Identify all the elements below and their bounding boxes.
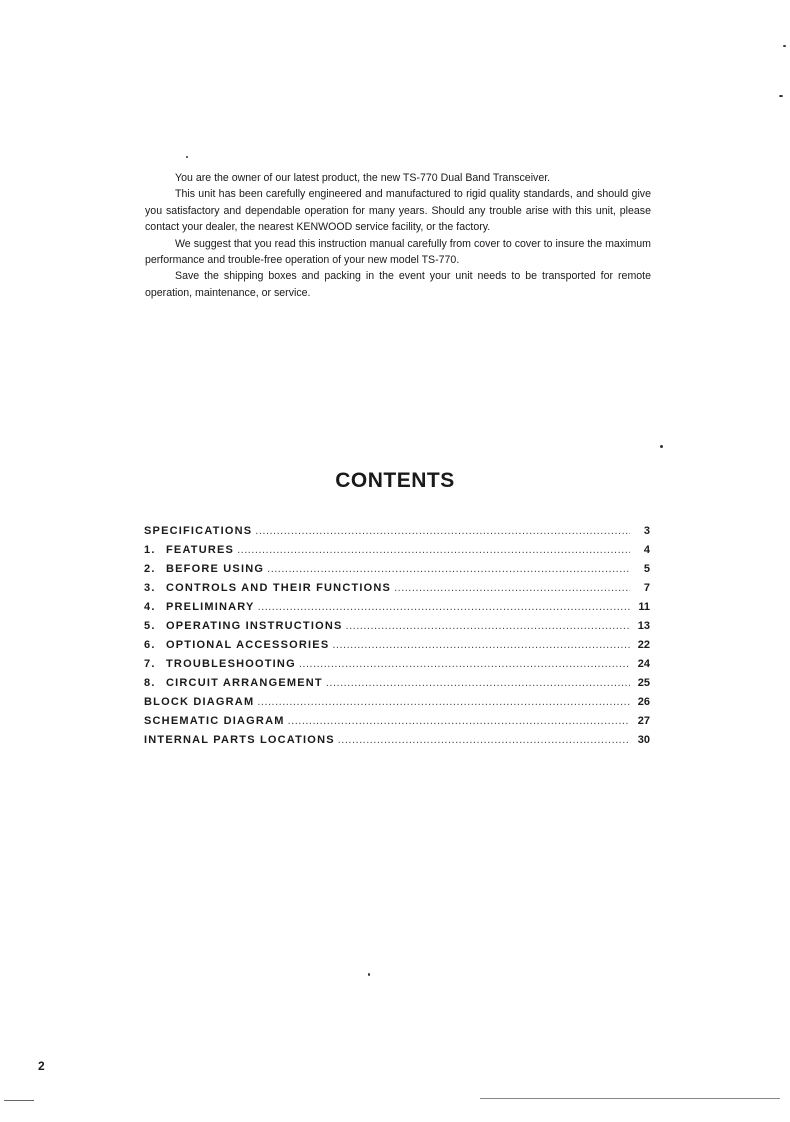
toc-item-number: 6. (144, 639, 156, 651)
toc-item-page: 25 (637, 677, 650, 689)
toc-item-page: 27 (637, 715, 650, 727)
toc-item[interactable] (144, 734, 650, 753)
toc-item[interactable] (144, 525, 650, 544)
toc-item-page: 30 (637, 734, 650, 746)
toc-item[interactable] (144, 601, 650, 620)
intro-paragraph: We suggest that you read this instruction manual carefully from cover to cover to insure the maximum performance and trouble-free operation of your new model TS-770. (145, 237, 651, 267)
toc-item-label: OPERATING INSTRUCTIONS (166, 620, 343, 632)
scan-edge-line (4, 1100, 34, 1101)
intro-paragraph: This unit has been carefully engineered and manufactured to rigid quality standards, and should give you satisfactory and dependable operation for many years. Should any trouble arise with this unit, please contact your dealer, the nearest KENWOOD service facility, or the factory. (145, 188, 651, 234)
toc-item-label: CONTROLS AND THEIR FUNCTIONS (166, 582, 392, 594)
scan-speck (368, 973, 370, 976)
toc-item[interactable] (144, 658, 650, 677)
toc-item-label: OPTIONAL ACCESSORIES (166, 639, 330, 651)
toc-item-page: 26 (637, 696, 650, 708)
scan-speck (186, 156, 188, 158)
scan-speck (783, 45, 786, 47)
toc-item-label: SCHEMATIC DIAGRAM (144, 715, 285, 727)
toc-item-page: 5 (643, 563, 650, 575)
toc-leader-dots (299, 658, 630, 670)
toc-item-page: 13 (637, 620, 650, 632)
toc-leader-dots (394, 582, 630, 594)
toc-item-label: CIRCUIT ARRANGEMENT (166, 677, 323, 689)
toc-item[interactable] (144, 582, 650, 601)
toc-item[interactable] (144, 696, 650, 715)
toc-item[interactable] (144, 677, 650, 696)
toc-leader-dots (257, 696, 630, 708)
toc-leader-dots (255, 525, 630, 537)
contents-title: CONTENTS (335, 469, 455, 492)
toc-item-number: 5. (144, 620, 156, 632)
toc-leader-dots (237, 544, 630, 556)
toc-leader-dots (346, 620, 630, 632)
toc-item-number: 8. (144, 677, 156, 689)
toc-item-number: 1. (144, 544, 156, 556)
toc-item-label: SPECIFICATIONS (144, 525, 253, 537)
toc-item-label: INTERNAL PARTS LOCATIONS (144, 734, 335, 746)
table-of-contents (144, 525, 650, 753)
toc-item[interactable] (144, 620, 650, 639)
toc-item-number: 4. (144, 601, 156, 613)
toc-item-page: 11 (638, 601, 650, 613)
toc-item-number: 2. (144, 563, 156, 575)
toc-item-label: PRELIMINARY (166, 601, 255, 613)
scan-speck (779, 95, 783, 97)
toc-item[interactable] (144, 639, 650, 658)
scan-speck (660, 445, 663, 448)
intro-paragraph: Save the shipping boxes and packing in the event your unit needs to be transported for remote operation, maintenance, or service. (145, 270, 651, 299)
toc-item-number: 7. (144, 658, 156, 670)
toc-item-label: BLOCK DIAGRAM (144, 696, 255, 708)
toc-item-number: 3. (144, 582, 156, 594)
toc-leader-dots (258, 601, 630, 613)
intro-paragraph: You are the owner of our latest product, the new TS-770 Dual Band Transceiver. (175, 172, 551, 184)
scan-edge-line (480, 1098, 780, 1099)
toc-item-label: TROUBLESHOOTING (166, 658, 296, 670)
toc-item[interactable] (144, 715, 650, 734)
toc-item-label: BEFORE USING (166, 563, 265, 575)
toc-leader-dots (326, 677, 630, 689)
toc-item-page: 24 (637, 658, 650, 670)
toc-item-page: 7 (643, 582, 650, 594)
toc-leader-dots (338, 734, 630, 746)
toc-item[interactable] (144, 544, 650, 563)
toc-leader-dots (288, 715, 630, 727)
toc-item-page: 3 (643, 525, 650, 537)
toc-item[interactable] (144, 563, 650, 582)
toc-leader-dots (267, 563, 630, 575)
page-number: 2 (38, 1059, 45, 1073)
toc-item-page: 22 (637, 639, 650, 651)
toc-item-label: FEATURES (166, 544, 235, 556)
intro-text (145, 170, 651, 301)
toc-item-page: 4 (643, 544, 650, 556)
toc-leader-dots (332, 639, 630, 651)
